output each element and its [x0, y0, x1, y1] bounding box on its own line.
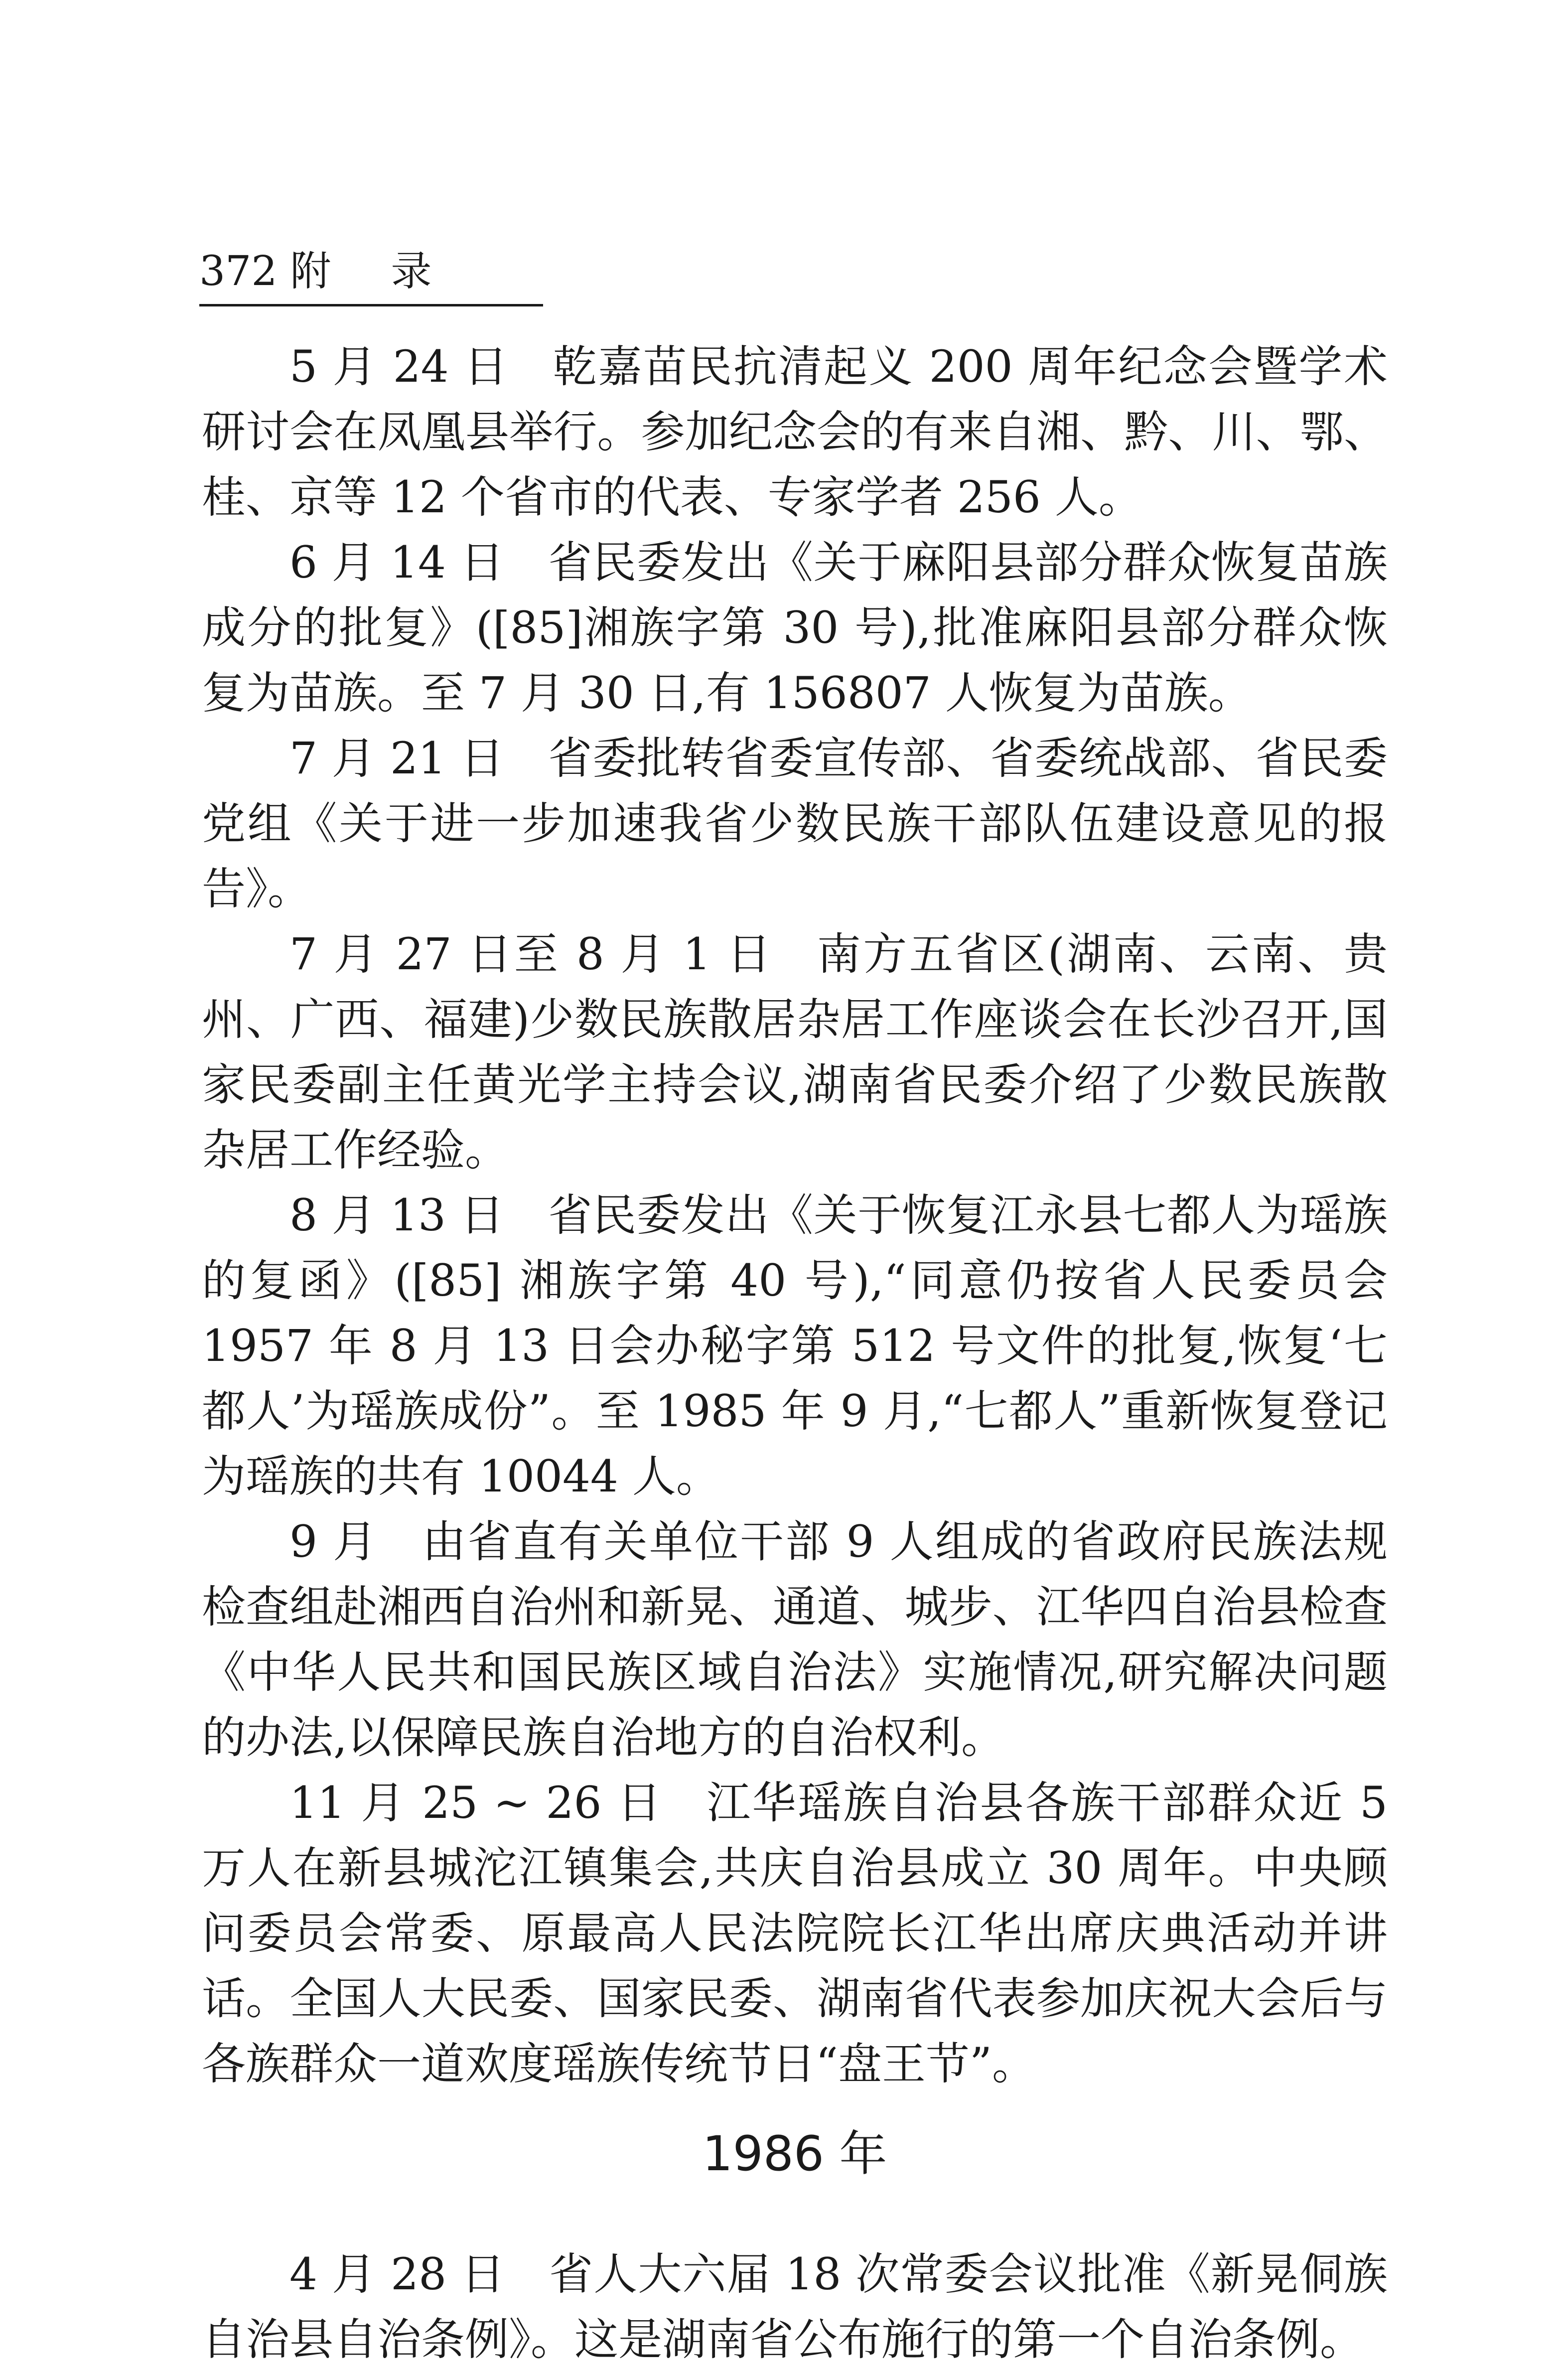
entry-text: 由省直有关单位干部 9 人组成的省政府民族法规检查组赴湘西自治州和新晃、通道、城步、江华四自治县检查《中华人民共和国民族区域自治法》实施情况,研究解决问题的办法,以保障民族自治地方的自治权利。	[202, 1516, 1388, 1763]
chronicle-entry	[202, 921, 1388, 1183]
entry-text: 省人大六届 18 次常委会议批准《新晃侗族自治县自治条例》。这是湖南省公布施行的第一个自治条例。	[202, 2248, 1388, 2365]
entry-text: 南方五省区(湖南、云南、贵州、广西、福建)少数民族散居杂居工作座谈会在长沙召开,国家民委副主任黄光学主持会议,湖南省民委介绍了少数民族散杂居工作经验。	[202, 928, 1388, 1176]
entry-text: 乾嘉苗民抗清起义 200 周年纪念会暨学术研讨会在凤凰县举行。参加纪念会的有来自湘、黔、川、鄂、桂、京等 12 个省市的代表、专家学者 256 人。	[202, 341, 1388, 523]
section-title: 附录	[290, 248, 492, 295]
chronicle-entry	[202, 334, 1388, 530]
running-header	[199, 247, 543, 306]
chronicle-entry	[202, 530, 1388, 726]
entry-date: 4 月 28 日	[289, 2248, 506, 2300]
entry-text: 江华瑶族自治县各族干部群众近 5 万人在新县城沱江镇集会,共庆自治县成立 30 周年。中央顾问委员会常委、原最高人民法院院长江华出席庆典活动并讲话。全国人大民委、国家民委、湖南省代表参加庆祝大会后与各族群众一道欢度瑶族传统节日“盘王节”。	[202, 1777, 1388, 2089]
entry-date: 7 月 21 日	[289, 733, 505, 784]
entry-date: 8 月 13 日	[289, 1190, 505, 1241]
entry-date: 7 月 27 日至 8 月 1 日	[289, 928, 773, 980]
entry-text: 省民委发出《关于恢复江永县七都人为瑶族的复函》([85] 湘族字第 40 号),“同意仍按省人民委员会 1957 年 8 月 13 日会办秘字第 512 号文件的批复,恢复‘七都人’为瑶族成份”。至 1985 年 9 月,“七都人”重新恢复登记为瑶族的共有 10044 人。	[202, 1190, 1388, 1502]
chronicle-body	[202, 334, 1388, 2372]
chronicle-entry	[202, 2241, 1388, 2372]
chronicle-entry	[202, 1509, 1388, 1770]
entry-date: 5 月 24 日	[289, 341, 509, 392]
entry-text: 省委批转省委宣传部、省委统战部、省民委党组《关于进一步加速我省少数民族干部队伍建设意见的报告》。	[202, 733, 1388, 914]
entry-date: 6 月 14 日	[289, 537, 505, 588]
entry-date: 9 月	[289, 1516, 379, 1567]
entry-date: 11 月 25 ~ 26 日	[289, 1777, 663, 1828]
chronicle-entry	[202, 726, 1388, 921]
chronicle-entry	[202, 1770, 1388, 2096]
entry-text: 省民委发出《关于麻阳县部分群众恢复苗族成分的批复》([85]湘族字第 30 号),批准麻阳县部分群众恢复为苗族。至 7 月 30 日,有 156807 人恢复为苗族。	[202, 537, 1388, 719]
year-heading: 1986 年	[702, 2126, 887, 2182]
chronicle-entry	[202, 1183, 1388, 1509]
page-number: 372	[199, 248, 278, 295]
